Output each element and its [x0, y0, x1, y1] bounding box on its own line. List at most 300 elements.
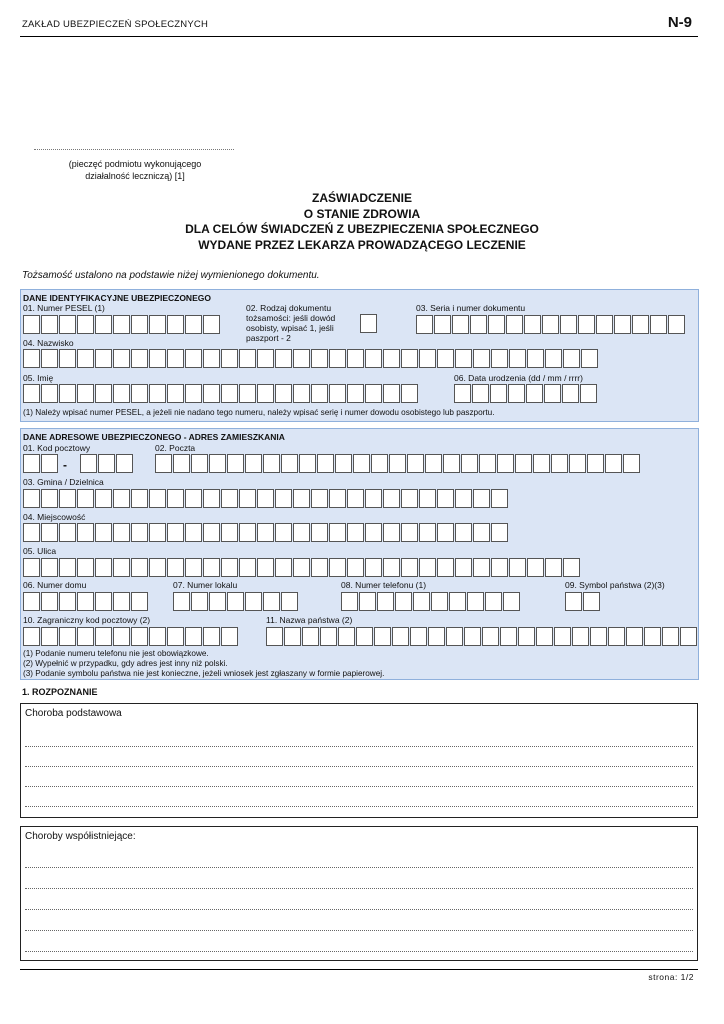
char-cell[interactable]: [59, 384, 76, 403]
char-cell[interactable]: [533, 454, 550, 473]
char-cell[interactable]: [275, 523, 292, 542]
char-cell[interactable]: [392, 627, 409, 646]
char-cell[interactable]: [488, 315, 505, 334]
char-cell[interactable]: [401, 489, 418, 508]
char-cell[interactable]: [359, 592, 376, 611]
char-cell[interactable]: [515, 454, 532, 473]
char-cell[interactable]: [59, 558, 76, 577]
char-cell[interactable]: [245, 592, 262, 611]
char-cell[interactable]: [491, 489, 508, 508]
char-cell[interactable]: [59, 315, 76, 334]
char-cell[interactable]: [356, 627, 373, 646]
char-cell[interactable]: [23, 489, 40, 508]
char-cell[interactable]: [98, 454, 115, 473]
char-cell[interactable]: [527, 558, 544, 577]
char-cell[interactable]: [293, 349, 310, 368]
char-cell[interactable]: [565, 592, 582, 611]
char-cell[interactable]: [77, 315, 94, 334]
char-cell[interactable]: [491, 523, 508, 542]
char-cell[interactable]: [131, 349, 148, 368]
char-cell[interactable]: [257, 489, 274, 508]
char-cell[interactable]: [508, 384, 525, 403]
char-cell[interactable]: [479, 454, 496, 473]
flat-number-input[interactable]: [173, 592, 299, 611]
char-cell[interactable]: [491, 558, 508, 577]
address-note-3: (3) Podanie symbolu państwa nie jest konieczne, jeżeli wniosek jest zgłaszany w formie papierowej.: [23, 669, 385, 678]
char-cell[interactable]: [293, 523, 310, 542]
char-cell[interactable]: [650, 315, 667, 334]
char-cell[interactable]: [41, 592, 58, 611]
char-cell[interactable]: [113, 315, 130, 334]
char-cell[interactable]: [365, 349, 382, 368]
char-cell[interactable]: [203, 558, 220, 577]
char-cell[interactable]: [583, 592, 600, 611]
comorbidities-box[interactable]: [20, 826, 698, 961]
char-cell[interactable]: [311, 558, 328, 577]
char-cell[interactable]: [221, 627, 238, 646]
char-cell[interactable]: [578, 315, 595, 334]
commune-input[interactable]: [23, 489, 509, 508]
char-cell[interactable]: [95, 627, 112, 646]
stamp-caption: [40, 158, 230, 182]
char-cell[interactable]: [131, 489, 148, 508]
char-cell[interactable]: [173, 454, 190, 473]
town-label: 04. Miejscowość: [23, 512, 86, 522]
char-cell[interactable]: [470, 315, 487, 334]
char-cell[interactable]: [395, 592, 412, 611]
char-cell[interactable]: [77, 558, 94, 577]
char-cell[interactable]: [203, 315, 220, 334]
char-cell[interactable]: [335, 454, 352, 473]
char-cell[interactable]: [113, 558, 130, 577]
char-cell[interactable]: [347, 558, 364, 577]
char-cell[interactable]: [185, 489, 202, 508]
char-cell[interactable]: [329, 523, 346, 542]
char-cell[interactable]: [257, 558, 274, 577]
char-cell[interactable]: [311, 489, 328, 508]
char-cell[interactable]: [59, 523, 76, 542]
char-cell[interactable]: [191, 454, 208, 473]
char-cell[interactable]: [467, 592, 484, 611]
char-cell[interactable]: [311, 523, 328, 542]
char-cell[interactable]: [569, 454, 586, 473]
char-cell[interactable]: [623, 454, 640, 473]
char-cell[interactable]: [311, 349, 328, 368]
char-cell[interactable]: [203, 523, 220, 542]
char-cell[interactable]: [560, 315, 577, 334]
char-cell[interactable]: [419, 349, 436, 368]
char-cell[interactable]: [374, 627, 391, 646]
house-number-input[interactable]: [23, 592, 149, 611]
char-cell[interactable]: [590, 627, 607, 646]
foreign-postal-input[interactable]: [23, 627, 239, 646]
char-cell[interactable]: [23, 349, 40, 368]
char-cell[interactable]: [41, 384, 58, 403]
char-cell[interactable]: [185, 523, 202, 542]
char-cell[interactable]: [563, 349, 580, 368]
char-cell[interactable]: [473, 523, 490, 542]
char-cell[interactable]: [419, 489, 436, 508]
char-cell[interactable]: [425, 454, 442, 473]
char-cell[interactable]: [185, 627, 202, 646]
char-cell[interactable]: [239, 349, 256, 368]
char-cell[interactable]: [41, 315, 58, 334]
doc-number-input[interactable]: [416, 315, 686, 334]
char-cell[interactable]: [500, 627, 517, 646]
char-cell[interactable]: [407, 454, 424, 473]
char-cell[interactable]: [437, 558, 454, 577]
char-cell[interactable]: [526, 384, 543, 403]
char-cell[interactable]: [437, 523, 454, 542]
char-cell[interactable]: [503, 592, 520, 611]
street-input[interactable]: [23, 558, 581, 577]
char-cell[interactable]: [185, 315, 202, 334]
char-cell[interactable]: [632, 315, 649, 334]
country-symbol-input[interactable]: [565, 592, 601, 611]
char-cell[interactable]: [41, 454, 58, 473]
char-cell[interactable]: [572, 627, 589, 646]
char-cell[interactable]: [149, 384, 166, 403]
char-cell[interactable]: [23, 384, 40, 403]
dob-input[interactable]: [454, 384, 598, 403]
char-cell[interactable]: [497, 454, 514, 473]
char-cell[interactable]: [293, 558, 310, 577]
surname-input[interactable]: [23, 349, 599, 368]
char-cell[interactable]: [389, 454, 406, 473]
comorbidities-line: [25, 867, 693, 868]
char-cell[interactable]: [257, 384, 274, 403]
char-cell[interactable]: [455, 349, 472, 368]
char-cell[interactable]: [473, 558, 490, 577]
char-cell[interactable]: [383, 523, 400, 542]
char-cell[interactable]: [365, 523, 382, 542]
post-office-label: 02. Poczta: [155, 443, 196, 453]
char-cell[interactable]: [77, 349, 94, 368]
char-cell[interactable]: [311, 384, 328, 403]
char-cell[interactable]: [383, 349, 400, 368]
char-cell[interactable]: [527, 349, 544, 368]
char-cell[interactable]: [329, 558, 346, 577]
char-cell[interactable]: [77, 384, 94, 403]
char-cell[interactable]: [95, 592, 112, 611]
char-cell[interactable]: [149, 349, 166, 368]
char-cell[interactable]: [284, 627, 301, 646]
char-cell[interactable]: [581, 349, 598, 368]
char-cell[interactable]: [281, 592, 298, 611]
char-cell[interactable]: [23, 523, 40, 542]
char-cell[interactable]: [221, 349, 238, 368]
char-cell[interactable]: [275, 558, 292, 577]
char-cell[interactable]: [263, 454, 280, 473]
char-cell[interactable]: [437, 489, 454, 508]
char-cell[interactable]: [419, 523, 436, 542]
char-cell[interactable]: [227, 592, 244, 611]
char-cell[interactable]: [365, 489, 382, 508]
char-cell[interactable]: [266, 627, 283, 646]
char-cell[interactable]: [509, 558, 526, 577]
char-cell[interactable]: [263, 592, 280, 611]
char-cell[interactable]: [149, 627, 166, 646]
char-cell[interactable]: [239, 558, 256, 577]
char-cell[interactable]: [95, 558, 112, 577]
main-disease-line: [25, 766, 693, 767]
char-cell[interactable]: [221, 489, 238, 508]
char-cell[interactable]: [167, 627, 184, 646]
char-cell[interactable]: [209, 454, 226, 473]
char-cell[interactable]: [413, 592, 430, 611]
address-title: DANE ADRESOWE UBEZPIECZONEGO - ADRES ZAMIESZKANIA: [23, 432, 285, 442]
char-cell[interactable]: [410, 627, 427, 646]
char-cell[interactable]: [59, 627, 76, 646]
char-cell[interactable]: [545, 349, 562, 368]
char-cell[interactable]: [428, 627, 445, 646]
char-cell[interactable]: [329, 384, 346, 403]
char-cell[interactable]: [149, 489, 166, 508]
char-cell[interactable]: [587, 454, 604, 473]
char-cell[interactable]: [524, 315, 541, 334]
char-cell[interactable]: [227, 454, 244, 473]
char-cell[interactable]: [173, 592, 190, 611]
char-cell[interactable]: [455, 558, 472, 577]
char-cell[interactable]: [680, 627, 697, 646]
char-cell[interactable]: [59, 349, 76, 368]
char-cell[interactable]: [221, 558, 238, 577]
char-cell[interactable]: [506, 315, 523, 334]
char-cell[interactable]: [113, 489, 130, 508]
char-cell[interactable]: [113, 349, 130, 368]
char-cell[interactable]: [167, 315, 184, 334]
char-cell[interactable]: [383, 558, 400, 577]
char-cell[interactable]: [167, 489, 184, 508]
char-cell[interactable]: [401, 384, 418, 403]
address-section: [20, 428, 699, 680]
char-cell[interactable]: [239, 489, 256, 508]
char-cell[interactable]: [203, 384, 220, 403]
main-disease-box[interactable]: [20, 703, 698, 818]
char-cell[interactable]: [131, 523, 148, 542]
char-cell[interactable]: [77, 592, 94, 611]
char-cell[interactable]: [59, 592, 76, 611]
char-cell[interactable]: [347, 349, 364, 368]
char-cell[interactable]: [167, 384, 184, 403]
char-cell[interactable]: [338, 627, 355, 646]
commune-label: 03. Gmina / Dzielnica: [23, 477, 104, 487]
char-cell[interactable]: [341, 592, 358, 611]
char-cell[interactable]: [23, 315, 40, 334]
pesel-input[interactable]: [23, 315, 221, 334]
char-cell[interactable]: [155, 454, 172, 473]
char-cell[interactable]: [596, 315, 613, 334]
char-cell[interactable]: [131, 592, 148, 611]
char-cell[interactable]: [443, 454, 460, 473]
char-cell[interactable]: [464, 627, 481, 646]
char-cell[interactable]: [383, 384, 400, 403]
char-cell[interactable]: [116, 454, 133, 473]
char-cell[interactable]: [299, 454, 316, 473]
char-cell[interactable]: [401, 349, 418, 368]
char-cell[interactable]: [605, 454, 622, 473]
char-cell[interactable]: [491, 349, 508, 368]
char-cell[interactable]: [401, 523, 418, 542]
char-cell[interactable]: [302, 627, 319, 646]
char-cell[interactable]: [329, 489, 346, 508]
char-cell[interactable]: [281, 454, 298, 473]
char-cell[interactable]: [536, 627, 553, 646]
char-cell[interactable]: [473, 489, 490, 508]
char-cell[interactable]: [221, 384, 238, 403]
char-cell[interactable]: [41, 489, 58, 508]
country-name-input[interactable]: [266, 627, 698, 646]
char-cell[interactable]: [257, 523, 274, 542]
char-cell[interactable]: [293, 384, 310, 403]
postal-code-part1[interactable]: [23, 454, 59, 473]
char-cell[interactable]: [452, 315, 469, 334]
char-cell[interactable]: [95, 315, 112, 334]
char-cell[interactable]: [95, 489, 112, 508]
char-cell[interactable]: [245, 454, 262, 473]
char-cell[interactable]: [23, 627, 40, 646]
char-cell[interactable]: [209, 592, 226, 611]
char-cell[interactable]: [191, 592, 208, 611]
char-cell[interactable]: [41, 523, 58, 542]
town-input[interactable]: [23, 523, 509, 542]
char-cell[interactable]: [167, 349, 184, 368]
char-cell[interactable]: [518, 627, 535, 646]
char-cell[interactable]: [41, 627, 58, 646]
char-cell[interactable]: [626, 627, 643, 646]
char-cell[interactable]: [95, 523, 112, 542]
char-cell[interactable]: [551, 454, 568, 473]
char-cell[interactable]: [401, 558, 418, 577]
char-cell[interactable]: [95, 384, 112, 403]
char-cell[interactable]: [608, 627, 625, 646]
char-cell[interactable]: [113, 592, 130, 611]
main-disease-line: [25, 806, 693, 807]
char-cell[interactable]: [203, 627, 220, 646]
char-cell[interactable]: [77, 627, 94, 646]
char-cell[interactable]: [185, 558, 202, 577]
postal-code-dash: -: [63, 458, 67, 472]
char-cell[interactable]: [365, 558, 382, 577]
char-cell[interactable]: [431, 592, 448, 611]
char-cell[interactable]: [257, 349, 274, 368]
char-cell[interactable]: [131, 315, 148, 334]
char-cell[interactable]: [353, 454, 370, 473]
char-cell[interactable]: [77, 489, 94, 508]
char-cell[interactable]: [113, 627, 130, 646]
char-cell[interactable]: [113, 384, 130, 403]
char-cell[interactable]: [580, 384, 597, 403]
char-cell[interactable]: [41, 558, 58, 577]
char-cell[interactable]: [59, 489, 76, 508]
char-cell[interactable]: [239, 523, 256, 542]
street-label: 05. Ulica: [23, 546, 57, 556]
char-cell[interactable]: [545, 558, 562, 577]
char-cell[interactable]: [434, 315, 451, 334]
char-cell[interactable]: [668, 315, 685, 334]
char-cell[interactable]: [185, 384, 202, 403]
char-cell[interactable]: [461, 454, 478, 473]
char-cell[interactable]: [455, 523, 472, 542]
char-cell[interactable]: [149, 558, 166, 577]
char-cell[interactable]: [490, 384, 507, 403]
postal-code-part2[interactable]: [80, 454, 134, 473]
char-cell[interactable]: [95, 349, 112, 368]
char-cell[interactable]: [317, 454, 334, 473]
char-cell[interactable]: [419, 558, 436, 577]
char-cell[interactable]: [509, 349, 526, 368]
char-cell[interactable]: [23, 454, 40, 473]
char-cell[interactable]: [347, 489, 364, 508]
char-cell[interactable]: [562, 384, 579, 403]
char-cell[interactable]: [23, 558, 40, 577]
char-cell[interactable]: [167, 523, 184, 542]
char-cell[interactable]: [437, 349, 454, 368]
char-cell[interactable]: [41, 349, 58, 368]
char-cell[interactable]: [347, 523, 364, 542]
char-cell[interactable]: [80, 454, 97, 473]
char-cell[interactable]: [644, 627, 661, 646]
char-cell[interactable]: [131, 558, 148, 577]
char-cell[interactable]: [131, 627, 148, 646]
char-cell[interactable]: [554, 627, 571, 646]
char-cell[interactable]: [542, 315, 559, 334]
char-cell[interactable]: [320, 627, 337, 646]
char-cell[interactable]: [482, 627, 499, 646]
char-cell[interactable]: [131, 384, 148, 403]
name-input[interactable]: [23, 384, 419, 403]
char-cell[interactable]: [371, 454, 388, 473]
char-cell[interactable]: [446, 627, 463, 646]
char-cell[interactable]: [383, 489, 400, 508]
institution-name: ZAKŁAD UBEZPIECZEŃ SPOŁECZNYCH: [22, 19, 209, 30]
char-cell[interactable]: [185, 349, 202, 368]
char-cell[interactable]: [203, 489, 220, 508]
char-cell[interactable]: [23, 592, 40, 611]
char-cell[interactable]: [485, 592, 502, 611]
char-cell[interactable]: [455, 489, 472, 508]
char-cell[interactable]: [293, 489, 310, 508]
char-cell[interactable]: [149, 523, 166, 542]
char-cell[interactable]: [449, 592, 466, 611]
char-cell[interactable]: [77, 523, 94, 542]
char-cell[interactable]: [377, 592, 394, 611]
char-cell[interactable]: [239, 384, 256, 403]
phone-input[interactable]: [341, 592, 521, 611]
char-cell[interactable]: [365, 384, 382, 403]
post-office-input[interactable]: [155, 454, 641, 473]
char-cell[interactable]: [329, 349, 346, 368]
char-cell[interactable]: [275, 384, 292, 403]
char-cell[interactable]: [416, 315, 433, 334]
char-cell[interactable]: [472, 384, 489, 403]
char-cell[interactable]: [563, 558, 580, 577]
char-cell[interactable]: [221, 523, 238, 542]
char-cell[interactable]: [275, 349, 292, 368]
char-cell[interactable]: [203, 349, 220, 368]
char-cell[interactable]: [614, 315, 631, 334]
char-cell[interactable]: [544, 384, 561, 403]
char-cell[interactable]: [347, 384, 364, 403]
char-cell[interactable]: [473, 349, 490, 368]
char-cell[interactable]: [662, 627, 679, 646]
char-cell[interactable]: [113, 523, 130, 542]
char-cell[interactable]: [454, 384, 471, 403]
doc-type-input[interactable]: [360, 314, 377, 333]
char-cell[interactable]: [167, 558, 184, 577]
char-cell[interactable]: [275, 489, 292, 508]
char-cell[interactable]: [149, 315, 166, 334]
